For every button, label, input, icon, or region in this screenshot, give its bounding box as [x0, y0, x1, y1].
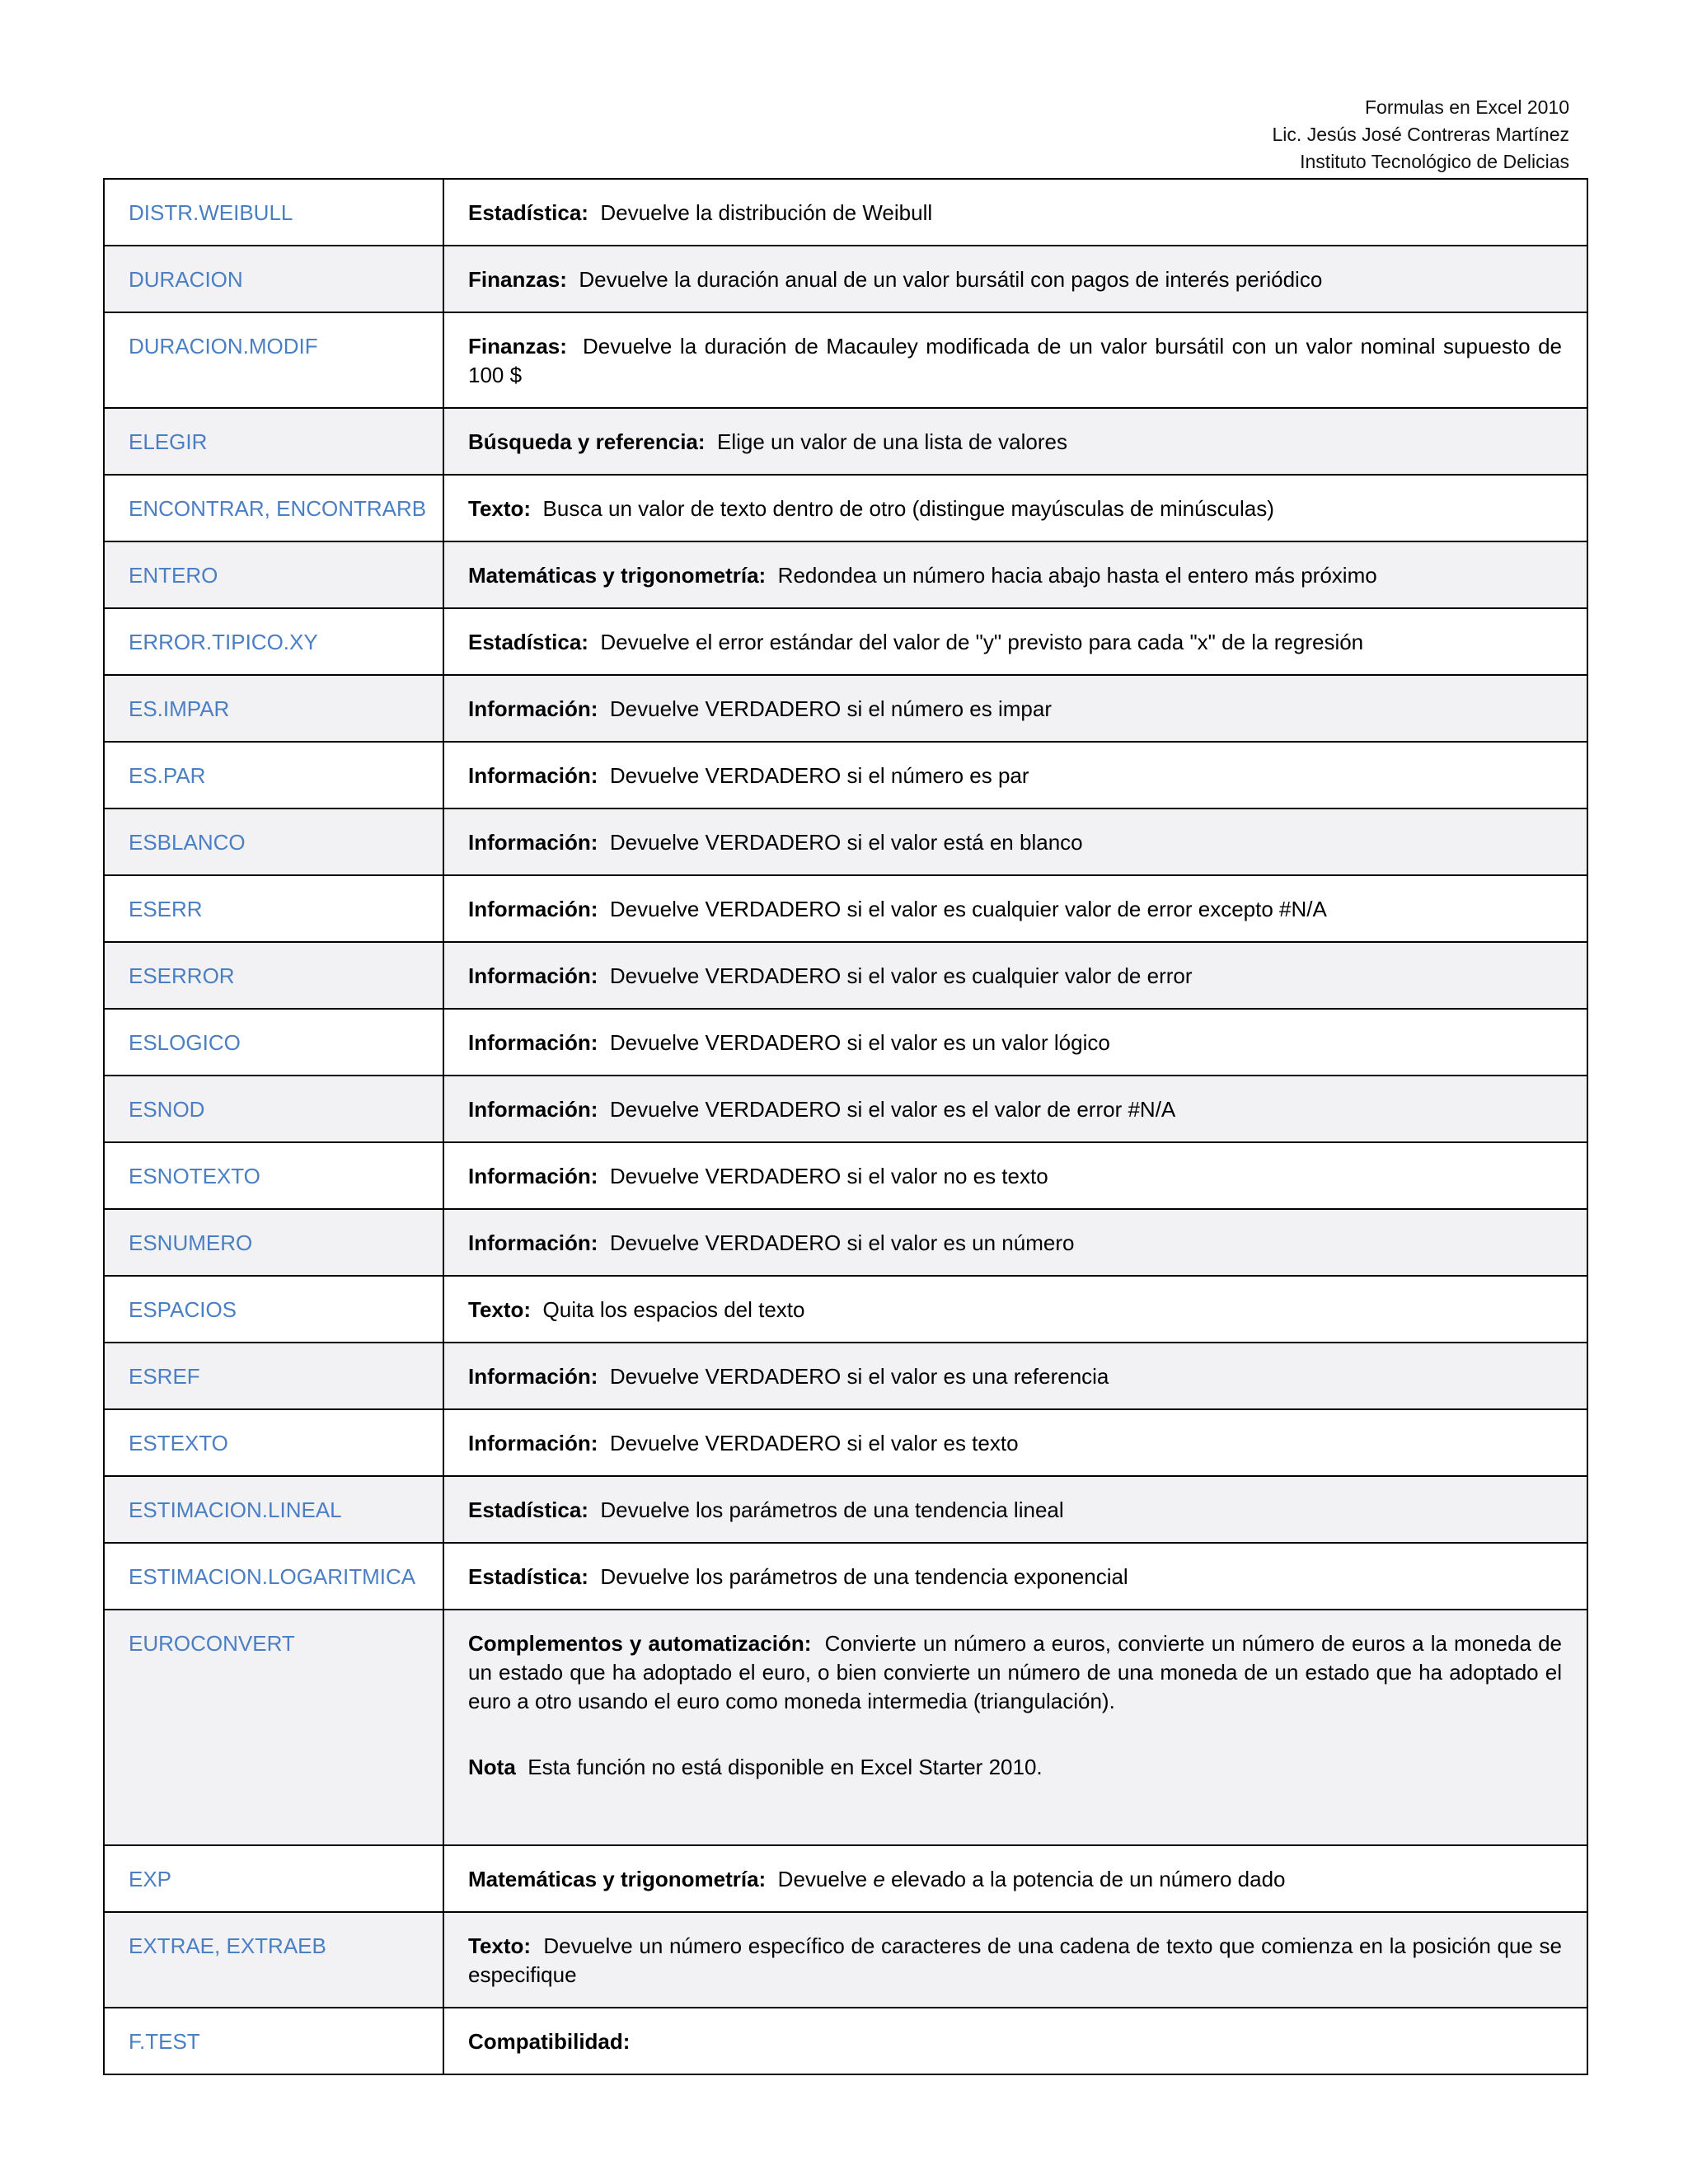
page-header: [1273, 94, 1569, 176]
table-row: [104, 1409, 1587, 1476]
description-text: Elige un valor de una lista de valores: [717, 429, 1067, 454]
description-text: Devuelve VERDADERO si el valor es un número: [609, 1230, 1075, 1255]
table-row: [104, 675, 1587, 742]
description-text-after: elevado a la potencia de un número dado: [891, 1867, 1286, 1891]
description-cell: [443, 2008, 1587, 2074]
category-label: Información:: [468, 963, 598, 988]
function-name-cell: [104, 408, 443, 475]
description-text: Devuelve la duración anual de un valor bursátil con pagos de interés periódico: [579, 267, 1323, 292]
function-name-cell: [104, 1476, 443, 1543]
table-row: [104, 1209, 1587, 1276]
function-link[interactable]: ESTEXTO: [129, 1431, 228, 1455]
category-label: Información:: [468, 696, 598, 721]
table-row: [104, 541, 1587, 608]
function-link[interactable]: EXP: [129, 1867, 172, 1891]
category-label: Información:: [468, 763, 598, 788]
description-text: Devuelve VERDADERO si el valor es cualquier valor de error excepto #N/A: [609, 897, 1327, 921]
description-text: Busca un valor de texto dentro de otro (distingue mayúsculas de minúsculas): [542, 496, 1274, 521]
function-name-cell: [104, 1845, 443, 1912]
description-cell: [443, 1009, 1587, 1076]
function-name-cell: [104, 1610, 443, 1845]
table-row: [104, 1845, 1587, 1912]
note-label: Nota: [468, 1755, 516, 1779]
description-cell: [443, 808, 1587, 875]
description-text: Devuelve VERDADERO si el valor es el valor de error #N/A: [609, 1097, 1176, 1122]
function-link[interactable]: ESNUMERO: [129, 1230, 253, 1255]
function-name-cell: [104, 1343, 443, 1409]
table-row: [104, 475, 1587, 541]
function-name-cell: [104, 875, 443, 942]
category-label: Finanzas:: [468, 267, 567, 292]
description-cell: [443, 1610, 1587, 1845]
function-link[interactable]: ESERR: [129, 897, 203, 921]
function-name-cell: [104, 179, 443, 246]
function-link[interactable]: ENTERO: [129, 563, 218, 588]
description-text: Quita los espacios del texto: [542, 1297, 805, 1322]
table-row: [104, 1343, 1587, 1409]
function-link[interactable]: ERROR.TIPICO.XY: [129, 630, 318, 654]
category-label: Información:: [468, 1097, 598, 1122]
table-row: [104, 1009, 1587, 1076]
function-name-cell: [104, 475, 443, 541]
description-cell: [443, 408, 1587, 475]
description-text: Devuelve un número específico de caracteres de una cadena de texto que comienza en la posición que se especifique: [468, 1933, 1562, 1987]
function-name-cell: [104, 1276, 443, 1343]
category-label: Estadística:: [468, 630, 588, 654]
description-text: Devuelve VERDADERO si el valor es cualquier valor de error: [609, 963, 1193, 988]
function-link[interactable]: DURACION: [129, 267, 243, 292]
function-link[interactable]: EXTRAE, EXTRAEB: [129, 1933, 326, 1958]
category-label: Búsqueda y referencia:: [468, 429, 706, 454]
function-name-cell: [104, 808, 443, 875]
category-label: Texto:: [468, 496, 532, 521]
function-name-cell: [104, 1543, 443, 1610]
description-cell: [443, 1343, 1587, 1409]
table-row: [104, 246, 1587, 312]
description-text: Devuelve la distribución de Weibull: [600, 200, 933, 225]
description-cell: [443, 179, 1587, 246]
description-cell: [443, 1912, 1587, 2008]
category-label: Matemáticas y trigonometría:: [468, 563, 767, 588]
description-cell: [443, 1409, 1587, 1476]
table-row: [104, 179, 1587, 246]
note-text: Esta función no está disponible en Excel Starter 2010.: [528, 1755, 1043, 1779]
euler-e: e: [873, 1867, 885, 1891]
function-name-cell: [104, 1912, 443, 2008]
description-text: Redondea un número hacia abajo hasta el entero más próximo: [777, 563, 1377, 588]
function-link[interactable]: ESNOD: [129, 1097, 205, 1122]
category-label: Estadística:: [468, 1564, 588, 1589]
description-cell: [443, 246, 1587, 312]
table-row: [104, 1142, 1587, 1209]
description-cell: [443, 675, 1587, 742]
description-cell: [443, 1209, 1587, 1276]
description-cell: [443, 1076, 1587, 1142]
description-cell: [443, 475, 1587, 541]
description-text: Devuelve VERDADERO si el valor es una referencia: [609, 1364, 1109, 1389]
function-name-cell: [104, 742, 443, 808]
description-cell: [443, 1845, 1587, 1912]
table-row: [104, 1912, 1587, 2008]
function-link[interactable]: F.TEST: [129, 2029, 200, 2054]
function-link[interactable]: ESBLANCO: [129, 830, 246, 855]
function-name-cell: [104, 246, 443, 312]
function-name-cell: [104, 1009, 443, 1076]
description-text: Devuelve VERDADERO si el número es impar: [609, 696, 1052, 721]
description-cell: [443, 1476, 1587, 1543]
function-link[interactable]: ESERROR: [129, 963, 235, 988]
table-row: [104, 808, 1587, 875]
category-label: Estadística:: [468, 1497, 588, 1522]
description-text: Devuelve VERDADERO si el valor es texto: [609, 1431, 1019, 1455]
function-name-cell: [104, 608, 443, 675]
function-name-cell: [104, 1409, 443, 1476]
function-link[interactable]: ESTIMACION.LINEAL: [129, 1497, 342, 1522]
description-cell: [443, 608, 1587, 675]
category-label: Información:: [468, 897, 598, 921]
description-cell: [443, 541, 1587, 608]
function-link[interactable]: DISTR.WEIBULL: [129, 200, 293, 225]
table-row: [104, 608, 1587, 675]
category-label: Complementos y automatización:: [468, 1631, 812, 1656]
description-cell: [443, 1142, 1587, 1209]
function-link[interactable]: DURACION.MODIF: [129, 334, 318, 359]
table-row: [104, 1476, 1587, 1543]
table-row: [104, 1610, 1587, 1845]
table-row: [104, 875, 1587, 942]
function-name-cell: [104, 1142, 443, 1209]
category-label: Información:: [468, 1164, 598, 1188]
description-cell: [443, 742, 1587, 808]
function-name-cell: [104, 675, 443, 742]
function-link[interactable]: EUROCONVERT: [129, 1631, 295, 1656]
function-link[interactable]: ESTIMACION.LOGARITMICA: [129, 1564, 416, 1589]
table-row: [104, 1076, 1587, 1142]
description-paragraph: [468, 1629, 1562, 1716]
description-text: Devuelve el error estándar del valor de "y" previsto para cada "x" de la regresión: [600, 630, 1364, 654]
category-label: Finanzas:: [468, 334, 567, 359]
description-text: Devuelve VERDADERO si el valor es un valor lógico: [609, 1030, 1110, 1055]
category-label: Estadística:: [468, 200, 588, 225]
table-row: [104, 408, 1587, 475]
description-cell: [443, 1276, 1587, 1343]
table-row: [104, 312, 1587, 408]
category-label: Texto:: [468, 1297, 532, 1322]
function-link[interactable]: ESLOGICO: [129, 1030, 241, 1055]
function-name-cell: [104, 541, 443, 608]
table-row: [104, 1543, 1587, 1610]
category-label: Matemáticas y trigonometría:: [468, 1867, 767, 1891]
function-name-cell: [104, 1209, 443, 1276]
table-row: [104, 742, 1587, 808]
category-label: Información:: [468, 1364, 598, 1389]
category-label: Información:: [468, 1431, 598, 1455]
description-text: Devuelve VERDADERO si el valor está en blanco: [609, 830, 1083, 855]
category-label: Información:: [468, 1230, 598, 1255]
description-text: Devuelve los parámetros de una tendencia lineal: [600, 1497, 1064, 1522]
description-text-before: Devuelve: [777, 1867, 868, 1891]
note-paragraph: [468, 1753, 1562, 1782]
category-label: Compatibilidad:: [468, 2029, 631, 2054]
function-name-cell: [104, 942, 443, 1009]
table-row: [104, 942, 1587, 1009]
function-link[interactable]: ES.IMPAR: [129, 696, 230, 721]
header-institution: Instituto Tecnológico de Delicias: [1300, 151, 1569, 172]
category-label: Texto:: [468, 1933, 532, 1958]
function-name-cell: [104, 312, 443, 408]
description-cell: [443, 1543, 1587, 1610]
table-row: [104, 1276, 1587, 1343]
header-doc-title: Formulas en Excel 2010: [1364, 96, 1569, 118]
function-link[interactable]: ENCONTRAR, ENCONTRARB: [129, 496, 427, 521]
description-text: Devuelve VERDADERO si el valor no es texto: [609, 1164, 1048, 1188]
table-row: [104, 2008, 1587, 2074]
description-text: Devuelve VERDADERO si el número es par: [609, 763, 1029, 788]
function-link[interactable]: ESPACIOS: [129, 1297, 237, 1322]
description-cell: [443, 875, 1587, 942]
description-cell: [443, 312, 1587, 408]
header-author: Lic. Jesús José Contreras Martínez: [1272, 124, 1569, 145]
function-link[interactable]: ELEGIR: [129, 429, 208, 454]
category-label: Información:: [468, 830, 598, 855]
function-link[interactable]: ESREF: [129, 1364, 200, 1389]
category-label: Información:: [468, 1030, 598, 1055]
function-name-cell: [104, 2008, 443, 2074]
function-link[interactable]: ESNOTEXTO: [129, 1164, 260, 1188]
description-text: Convierte un número a euros, convierte un número de euros a la moneda de un estado que ha adoptado el euro, o bien convierte un número de una moneda de un estado que ha adoptado el euro a otro usando el euro como moneda intermedia (triangulación).: [468, 1631, 1563, 1713]
function-link[interactable]: ES.PAR: [129, 763, 206, 788]
functions-table: [103, 178, 1588, 2075]
description-text: Devuelve la duración de Macauley modificada de un valor bursátil con un valor nominal supuesto de 100 $: [468, 334, 1563, 387]
function-name-cell: [104, 1076, 443, 1142]
description-text: Devuelve los parámetros de una tendencia exponencial: [600, 1564, 1128, 1589]
description-cell: [443, 942, 1587, 1009]
